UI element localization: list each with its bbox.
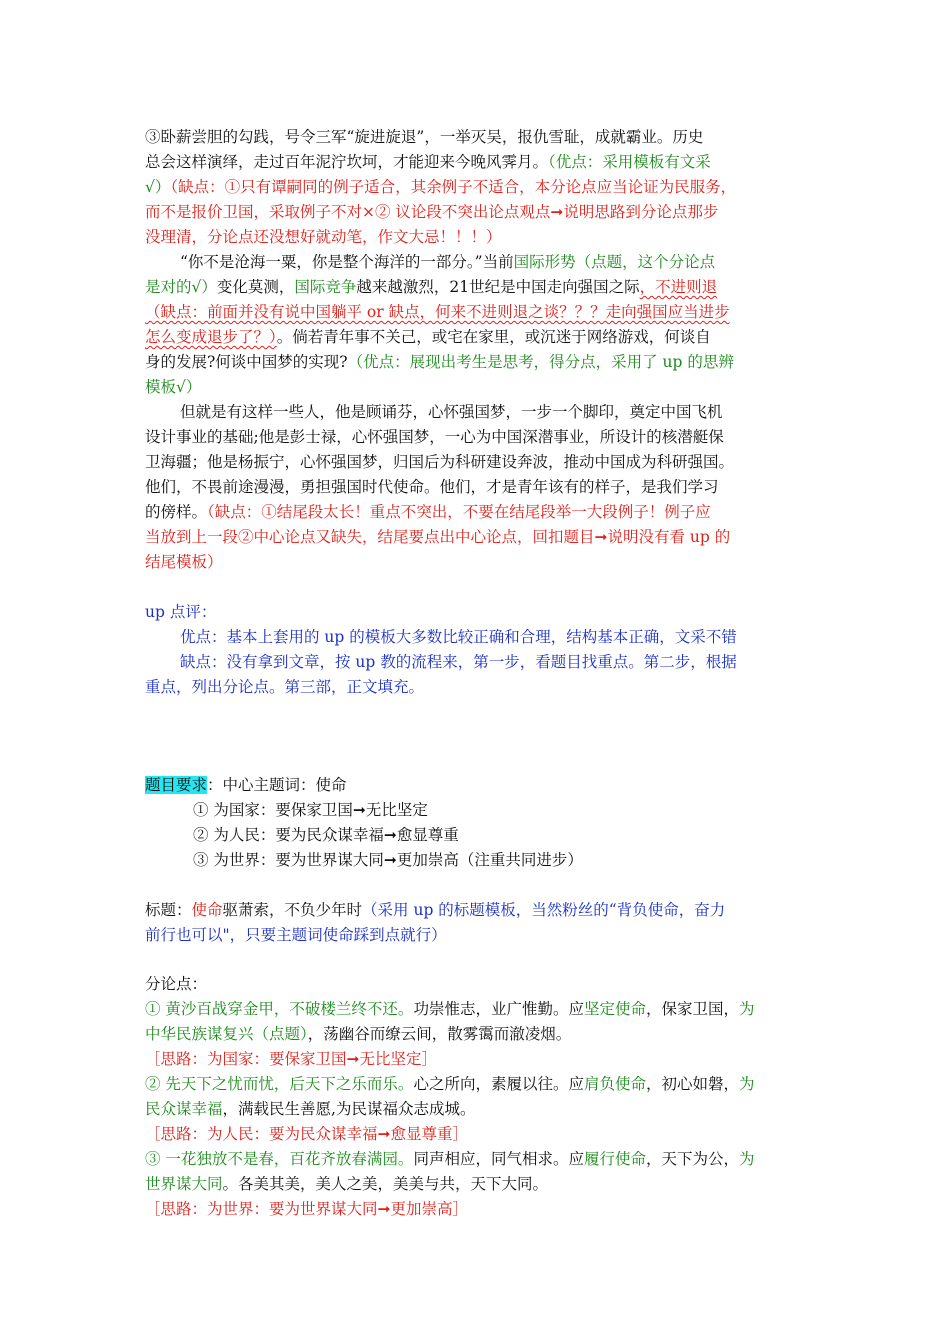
essay-text: 他们，不畏前途漫漫，勇担强国时代使命。他们，才是青年该有的样子，是我们学习 — [145, 478, 719, 496]
bad-comment: （缺点：①只有谭嗣同的例子适合，其余例子不适合，本分论点应当论证为民服务， — [170, 178, 737, 196]
point-3-idea: ［思路：为世界：要为世界谋大同➞更加崇高］ — [145, 1200, 468, 1218]
point-2-idea: ［思路：为人民：要为民众谋幸福➞愈显尊重］ — [145, 1125, 468, 1143]
good-comment: 国际形势（点题，这个分论点 — [513, 253, 716, 271]
point-quote: ② 先天下之忧而忧，后天下之乐而乐。 — [145, 1075, 414, 1093]
point-text: ，天下为公， — [645, 1150, 739, 1168]
point-2-line1 — [145, 1072, 755, 1097]
highlighted-term: 国际竞争 — [294, 278, 357, 296]
point-text: 心之所向，素履以往。应 — [413, 1075, 584, 1093]
point-keyword: 为 — [738, 1075, 755, 1093]
review-cons-cont: 重点，列出分论点。第三部，正文填充。 — [145, 678, 425, 696]
requirement-item: ③ 为世界：要为世界谋大同➞更加崇高（注重共同进步） — [193, 851, 583, 869]
essay-text: 越来越激烈，21世纪是中国走向强国之际 — [356, 278, 640, 296]
good-comment: 模板√） — [145, 378, 202, 396]
essay-text: ③卧薪尝胆的勾践，号令三军“旋进旋退”，一举灭吴，报仇雪耻，成就霸业。历史 — [145, 128, 704, 146]
point-text: 。各美其美，美人之美，美美与共，天下大同。 — [222, 1175, 549, 1193]
essay-p3-line5 — [145, 500, 711, 525]
point-text: 同声相应，同气相求。应 — [413, 1150, 584, 1168]
point-text: ，初心如磐， — [645, 1075, 739, 1093]
title-note: （采用 up 的标题模板，当然粉丝的“背负使命，奋力 — [362, 901, 726, 919]
review-title: up 点评： — [145, 603, 217, 621]
essay-p2-line5 — [145, 350, 734, 375]
essay-text: 变化莫测， — [216, 278, 295, 296]
essay-text: 设计事业的基础;他是彭士禄，心怀强国梦，一心为中国深潜事业，所设计的核潜艇保 — [145, 428, 724, 446]
essay-text: 但就是有这样一些人，他是顾诵芬，心怀强国梦，一步一个脚印，奠定中国飞机 — [180, 403, 723, 421]
points-heading: 分论点： — [145, 975, 208, 993]
point-1-idea: ［思路：为国家：要保家卫国➞无比坚定］ — [145, 1050, 437, 1068]
bad-comment: 没理清，分论点还没想好就动笔，作文大忌！！！） — [145, 228, 502, 246]
point-text: ，荡幽谷而缭云间，散雾霭而澈凌烟。 — [307, 1025, 572, 1043]
title-prefix: 标题： — [145, 901, 192, 919]
essay-text: 。倘若青年事不关己，或宅在家里，或沉迷于网络游戏，何谈自 — [276, 328, 711, 346]
essay-p2-line1 — [180, 250, 715, 275]
title-line — [145, 898, 725, 923]
point-text: ，满载民生善愿,为民谋福众志成城。 — [222, 1100, 476, 1118]
point-text: 功崇惟志，业广惟勤。应 — [413, 1000, 584, 1018]
good-comment: （优点：采用模板有文采 — [548, 153, 711, 171]
good-comment: 是对的√） — [145, 278, 217, 296]
bad-comment: 结尾模板） — [145, 553, 223, 571]
point-2-line2 — [145, 1097, 475, 1122]
essay-text: 的傍样。 — [145, 503, 208, 521]
point-keyword: 为 — [738, 1000, 755, 1018]
good-comment: （优点：展现出考生是思考，得分点，采用了 up 的思辨 — [347, 353, 734, 371]
essay-text: 卫海疆；他是杨振宁，心怀强国梦，归国后为科研建设奔波，推动中国成为科研强国。 — [145, 453, 735, 471]
requirements-theme: ：中心主题词：使命 — [207, 776, 347, 794]
bad-comment: ，不进则退 — [639, 278, 718, 296]
point-keyword: 履行使命 — [583, 1150, 646, 1168]
point-keyword: 民众谋幸福 — [145, 1100, 223, 1118]
point-keyword: 坚定使命 — [583, 1000, 646, 1018]
requirements-label: 题目要求 — [145, 776, 208, 794]
essay-p2-line4 — [145, 325, 711, 350]
point-3-line2 — [145, 1172, 548, 1197]
point-quote: ① 黄沙百战穿金甲，不破楼兰终不还。 — [145, 1000, 414, 1018]
title-note: 前行也可以"，只要主题词使命踩到点就行） — [145, 926, 447, 944]
essay-text: “你不是沧海一粟，你是整个海洋的一部分。”当前 — [180, 253, 514, 271]
essay-text: 身的发展?何谈中国梦的实现? — [145, 353, 348, 371]
title-keyword: 使命 — [191, 901, 223, 919]
requirement-item: ② 为人民：要为民众谋幸福➞愈显尊重 — [193, 826, 459, 844]
bad-comment: （缺点：①结尾段太长！重点不突出，不要在结尾段举一大段例子！例子应 — [207, 503, 711, 521]
title-text: 驱萧索，不负少年时 — [222, 901, 363, 919]
point-1-line2 — [145, 1022, 571, 1047]
essay-p1-line2 — [145, 150, 711, 175]
bad-comment: 怎么变成退步了？） — [145, 328, 277, 346]
review-pros: 优点：基本上套用的 up 的模板大多数比较正确和合理，结构基本正确，文采不错 — [180, 628, 737, 646]
good-comment: √） — [145, 178, 171, 196]
point-3-line1 — [145, 1147, 755, 1172]
point-1-line1 — [145, 997, 755, 1022]
point-keyword: 世界谋大同 — [145, 1175, 223, 1193]
requirements-heading — [145, 773, 347, 798]
essay-p1-line1 — [145, 125, 703, 150]
point-keyword: 中华民族谋复兴（点题） — [145, 1025, 308, 1043]
point-keyword: 肩负使命 — [583, 1075, 646, 1093]
requirement-item: ① 为国家：要保家卫国➞无比坚定 — [193, 801, 428, 819]
essay-text: 总会这样演绎，走过百年泥泞坎坷，才能迎来今晚风霁月。 — [145, 153, 549, 171]
essay-p1-line3 — [145, 175, 736, 200]
bad-comment: 而不是报价卫国，采取例子不对×② 议论段不突出论点观点➞说明思路到分论点那步 — [145, 203, 719, 221]
review-cons: 缺点：没有拿到文章，按 up 教的流程来，第一步，看题目找重点。第二步，根据 — [180, 653, 737, 671]
bad-comment: （缺点：前面并没有说中国躺平 or 缺点，何来不进则退之谈？？？走向强国应当进步 — [145, 303, 730, 321]
essay-p2-line2 — [145, 275, 717, 300]
point-quote: ③ 一花独放不是春，百花齐放春满园。 — [145, 1150, 414, 1168]
point-text: ，保家卫国， — [645, 1000, 739, 1018]
bad-comment: 当放到上一段②中心论点又缺失，结尾要点出中心论点，回扣题目➞说明没有看 up 的 — [145, 528, 731, 546]
point-keyword: 为 — [738, 1150, 755, 1168]
